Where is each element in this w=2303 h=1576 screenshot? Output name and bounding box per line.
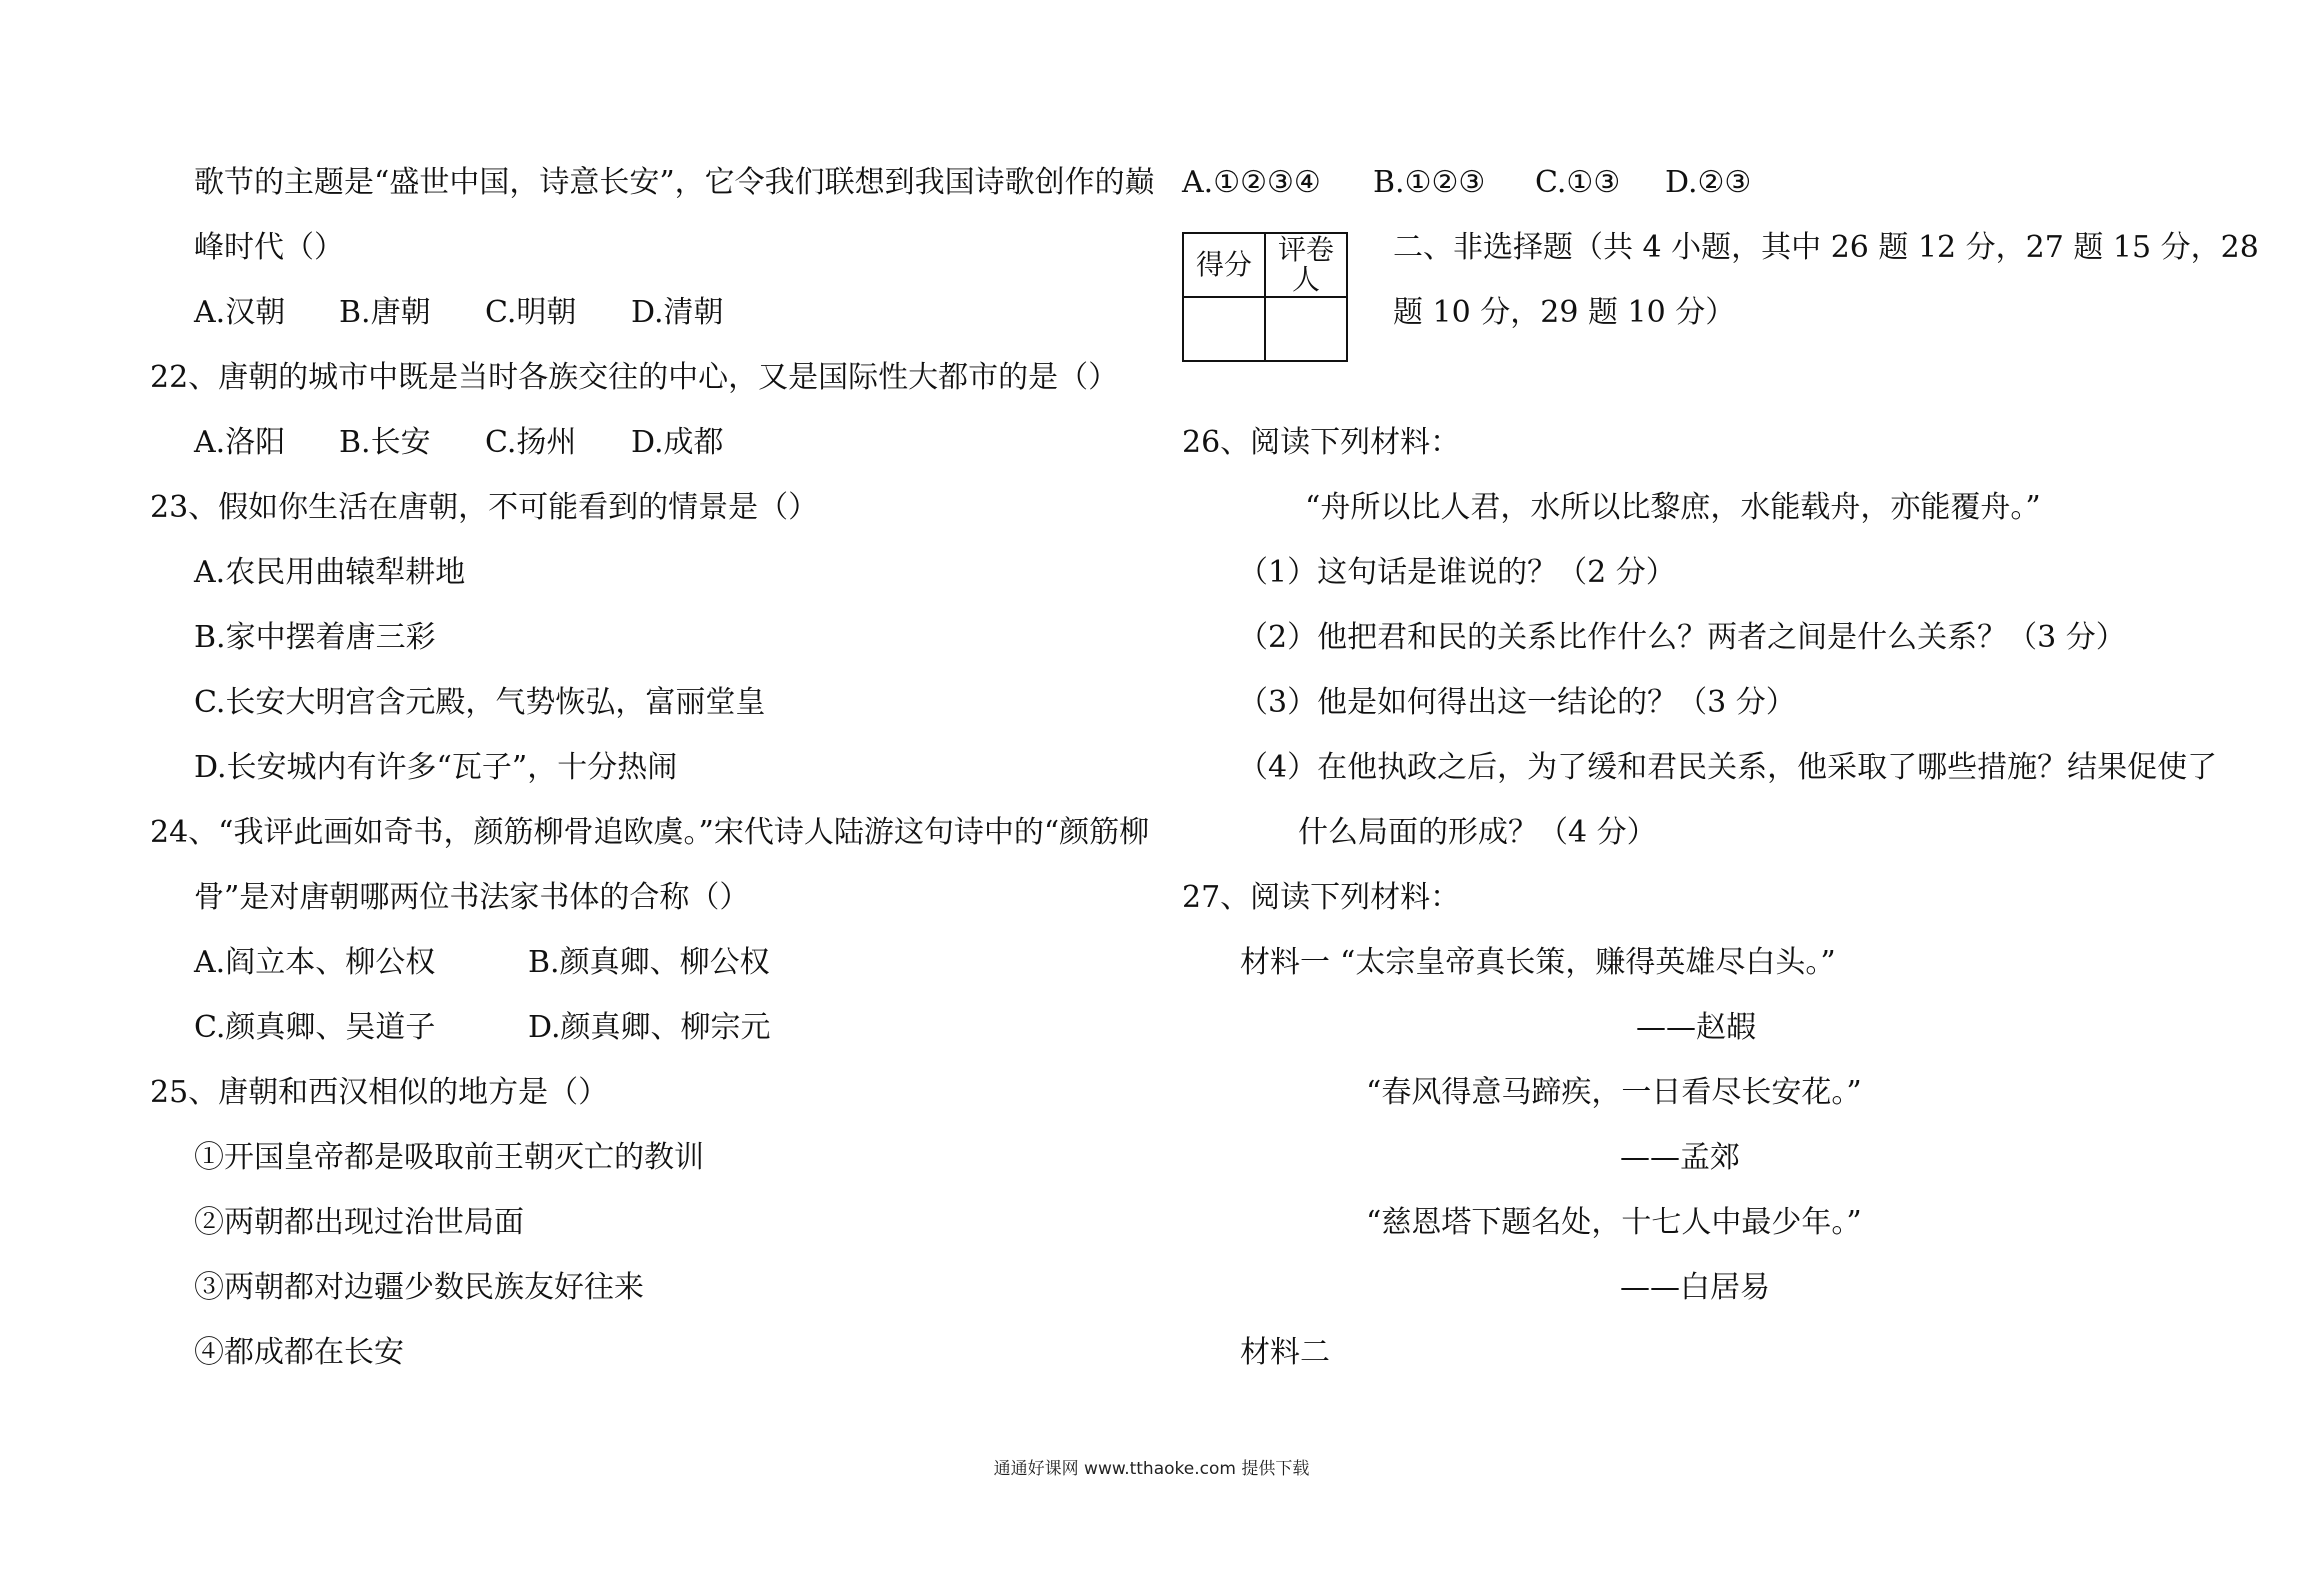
q21-option-c: C.明朝 bbox=[485, 295, 577, 330]
grader-header: 评卷人 bbox=[1265, 233, 1347, 297]
q25-item-1: ①开国皇帝都是吸取前王朝灭亡的教训 bbox=[194, 1140, 704, 1175]
q23-option-a: A.农民用曲辕犁耕地 bbox=[194, 555, 466, 590]
q26-sub-1: （1）这句话是谁说的？（2 分） bbox=[1238, 555, 1676, 590]
q25-option-c: C.①③ bbox=[1535, 165, 1621, 200]
q23-option-b: B.家中摆着唐三彩 bbox=[194, 620, 436, 655]
q25-item-3: ③两朝都对边疆少数民族友好往来 bbox=[194, 1270, 644, 1305]
q26-sub-2: （2）他把君和民的关系比作什么？两者之间是什么关系？（3 分） bbox=[1238, 620, 2126, 655]
material1-quote-3: “慈恩塔下题名处，十七人中最少年。” bbox=[1366, 1205, 1862, 1240]
q26-sub-3: （3）他是如何得出这一结论的？（3 分） bbox=[1238, 685, 1796, 720]
q22-option-c: C.扬州 bbox=[485, 425, 577, 460]
q22-stem: 22、唐朝的城市中既是当时各族交往的中心，又是国际性大都市的是（） bbox=[150, 360, 1119, 395]
q22-option-a: A.洛阳 bbox=[194, 425, 286, 460]
q22-option-b: B.长安 bbox=[339, 425, 431, 460]
q22-option-d: D.成都 bbox=[631, 425, 724, 460]
q26-quote: “舟所以比人君，水所以比黎庶，水能载舟，亦能覆舟。” bbox=[1305, 490, 2041, 525]
q23-stem: 23、假如你生活在唐朝，不可能看到的情景是（） bbox=[150, 490, 819, 525]
q25-option-d: D.②③ bbox=[1665, 165, 1752, 200]
score-table bbox=[1182, 232, 1348, 362]
score-header: 得分 bbox=[1183, 233, 1265, 297]
q21-continuation-line2: 峰时代（） bbox=[194, 230, 344, 265]
q21-option-a: A.汉朝 bbox=[194, 295, 286, 330]
q26-sub-4-continuation: 什么局面的形成？（4 分） bbox=[1298, 815, 1657, 850]
material2-label: 材料二 bbox=[1240, 1335, 1330, 1370]
q23-option-d: D.长安城内有许多“瓦子”，十分热闹 bbox=[194, 750, 678, 785]
grader-cell bbox=[1265, 297, 1347, 361]
score-cell bbox=[1183, 297, 1265, 361]
q25-item-2: ②两朝都出现过治世局面 bbox=[194, 1205, 524, 1240]
q24-option-b: B.颜真卿、柳公权 bbox=[528, 945, 770, 980]
q23-option-c: C.长安大明宫含元殿，气势恢弘，富丽堂皇 bbox=[194, 685, 766, 720]
section2-heading-line2: 题 10 分，29 题 10 分） bbox=[1393, 295, 1736, 330]
material1-quote-2: “春风得意马蹄疾，一日看尽长安花。” bbox=[1366, 1075, 1862, 1110]
section2-heading-line1: 二、非选择题（共 4 小题，其中 26 题 12 分，27 题 15 分，28 bbox=[1393, 230, 2259, 265]
material1-quote-1: “太宗皇帝真长策，赚得英雄尽白头。” bbox=[1340, 945, 1836, 980]
q25-stem: 25、唐朝和西汉相似的地方是（） bbox=[150, 1075, 609, 1110]
q24-option-c: C.颜真卿、吴道子 bbox=[194, 1010, 436, 1045]
q21-option-d: D.清朝 bbox=[631, 295, 724, 330]
page-footer: 通通好课网 www.tthaoke.com 提供下载 bbox=[993, 1459, 1310, 1479]
material1-author-1: ——赵嘏 bbox=[1636, 1010, 1756, 1045]
q24-option-d: D.颜真卿、柳宗元 bbox=[528, 1010, 771, 1045]
material1-author-3: ——白居易 bbox=[1620, 1270, 1770, 1305]
q21-continuation-line1: 歌节的主题是“盛世中国，诗意长安”，它令我们联想到我国诗歌创作的巅 bbox=[194, 165, 1155, 200]
q24-stem-line1: 24、“我评此画如奇书，颜筋柳骨追欧虞。”宋代诗人陆游这句诗中的“颜筋柳 bbox=[150, 815, 1150, 850]
q27-stem: 27、阅读下列材料： bbox=[1182, 880, 1461, 915]
q24-option-a: A.阎立本、柳公权 bbox=[194, 945, 436, 980]
q25-item-4: ④都成都在长安 bbox=[194, 1335, 404, 1370]
material1-label: 材料一 bbox=[1240, 945, 1330, 980]
q25-option-a: A.①②③④ bbox=[1182, 165, 1321, 200]
q24-stem-line2: 骨”是对唐朝哪两位书法家书体的合称（） bbox=[194, 880, 750, 915]
material1-author-2: ——孟郊 bbox=[1620, 1140, 1740, 1175]
q26-stem: 26、阅读下列材料： bbox=[1182, 425, 1461, 460]
q25-option-b: B.①②③ bbox=[1373, 165, 1486, 200]
q21-option-b: B.唐朝 bbox=[339, 295, 431, 330]
q26-sub-4: （4）在他执政之后，为了缓和君民关系，他采取了哪些措施？结果促使了 bbox=[1238, 750, 2218, 785]
